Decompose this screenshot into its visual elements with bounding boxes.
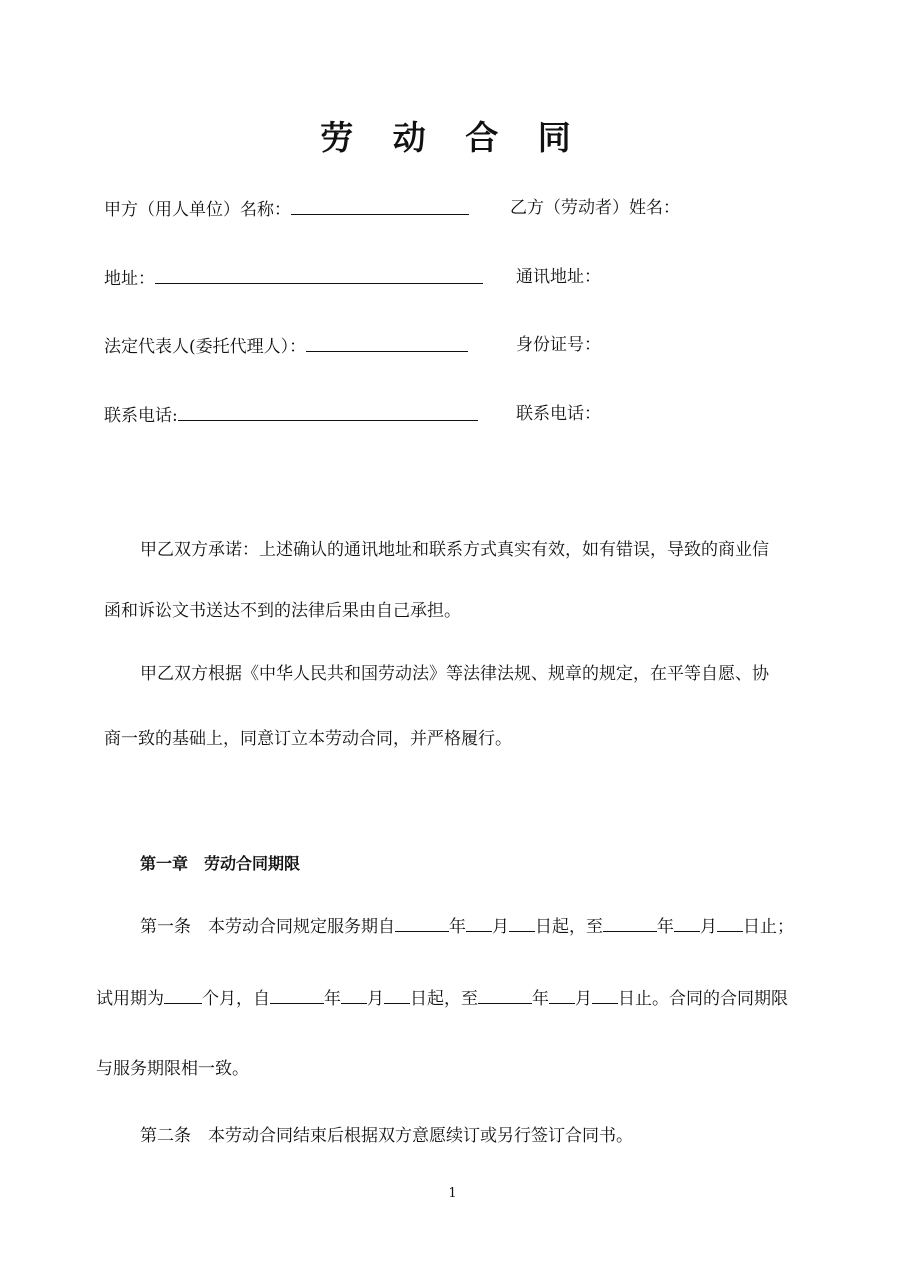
party-b-phone-label: 联系电话： [516,404,601,424]
service-end-day-field[interactable] [717,913,743,932]
probation-months-field[interactable] [164,985,202,1004]
party-a-address-row [104,265,483,291]
service-start-day-field[interactable] [509,913,535,932]
service-start-year-field[interactable] [395,913,449,932]
chapter-1-heading: 第一章 劳动合同期限 [140,854,301,873]
party-a-phone-row [104,402,478,428]
day-from-label: 日起，至 [535,917,603,937]
paragraph-2-line-1: 甲乙双方根据《中华人民共和国劳动法》等法律法规、规章的规定，在平等自愿、协 [140,664,769,684]
month-label: 月 [575,989,592,1009]
party-a-phone-field[interactable] [178,402,478,421]
day-until-label: 日止； [743,917,794,937]
party-a-name-field[interactable] [291,196,469,215]
year-label: 年 [324,989,341,1009]
probation-start-month-field[interactable] [341,985,367,1004]
probation-label: 试用期为 [96,989,164,1009]
month-label: 月 [367,989,384,1009]
probation-start-day-field[interactable] [384,985,410,1004]
party-a-phone-label: 联系电话: [104,406,178,426]
party-a-name-label: 甲方（用人单位）名称： [104,200,291,220]
party-b-address-label: 通讯地址： [516,267,601,287]
article-1-line-3: 与服务期限相一致。 [96,1059,249,1079]
party-a-rep-label: 法定代表人(委托代理人）： [104,337,307,357]
year-label: 年 [657,917,674,937]
year-label: 年 [449,917,466,937]
paragraph-1-line-2: 函和诉讼文书送达不到的法律后果由自己承担。 [104,601,461,621]
party-a-address-label: 地址： [104,269,155,289]
service-end-year-field[interactable] [603,913,657,932]
service-start-month-field[interactable] [466,913,492,932]
probation-end-day-field[interactable] [592,985,618,1004]
party-b-id-label: 身份证号： [516,335,601,355]
probation-end-label: 日止。合同的合同期限 [618,989,788,1009]
article-1-text: 第一条 本劳动合同规定服务期自 [140,917,395,937]
service-end-month-field[interactable] [674,913,700,932]
probation-end-month-field[interactable] [549,985,575,1004]
paragraph-1-line-1: 甲乙双方承诺：上述确认的通讯地址和联系方式真实有效，如有错误，导致的商业信 [140,540,769,560]
probation-from-label: 个月，自 [202,989,270,1009]
month-label: 月 [700,917,717,937]
paragraph-2-line-2: 商一致的基础上，同意订立本劳动合同，并严格履行。 [104,729,512,749]
year-label: 年 [532,989,549,1009]
party-a-rep-row [104,333,468,359]
month-label: 月 [492,917,509,937]
party-a-address-field[interactable] [155,265,483,284]
probation-end-year-field[interactable] [478,985,532,1004]
day-from-label: 日起，至 [410,989,478,1009]
page-number: 1 [448,1186,457,1201]
party-a-name-row [104,196,469,222]
party-a-rep-field[interactable] [306,333,468,352]
party-b-name-label: 乙方（劳动者）姓名： [510,198,680,218]
probation-start-year-field[interactable] [270,985,324,1004]
article-1-line-1 [140,913,794,939]
document-title: 劳 动 合 同 [320,118,585,157]
article-1-line-2 [96,985,788,1011]
article-2: 第二条 本劳动合同结束后根据双方意愿续订或另行签订合同书。 [140,1126,633,1146]
